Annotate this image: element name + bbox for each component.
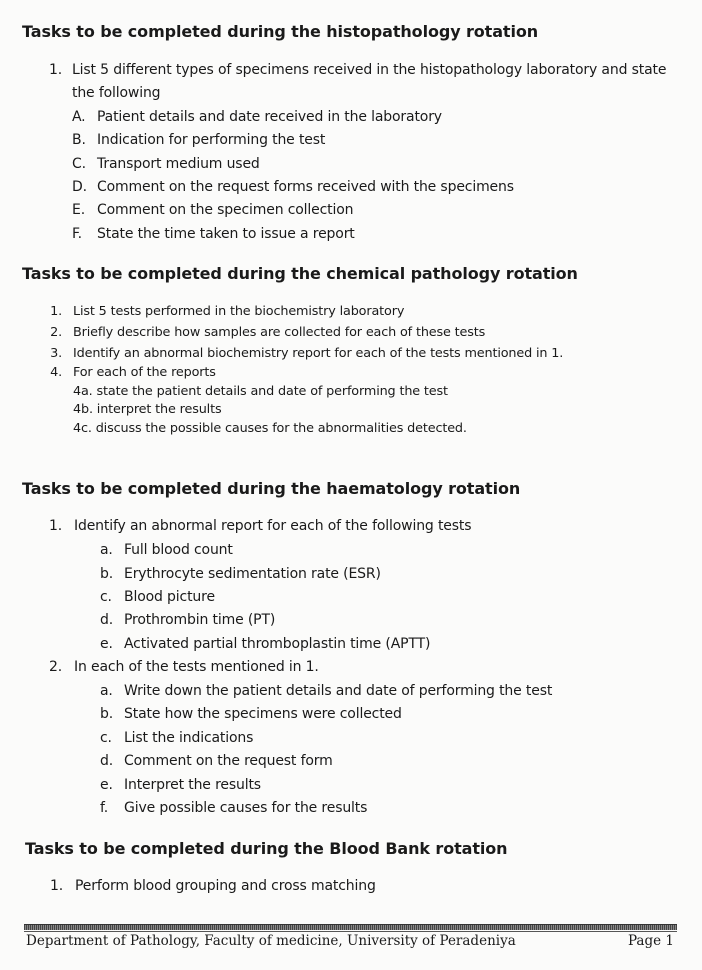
sub-marker: c.	[100, 730, 112, 746]
sub-item: 4a. state the patient details and date of performing the test	[73, 384, 448, 399]
sub-marker: d.	[100, 612, 114, 628]
sub-item: Full blood count	[124, 542, 233, 558]
list-number: 1.	[48, 518, 62, 534]
sub-marker: E.	[72, 202, 85, 218]
chemical-pathology-heading: Tasks to be completed during the chemical pathology rotation	[22, 264, 578, 283]
list-number: 3.	[50, 346, 62, 361]
sub-marker: C.	[72, 156, 86, 172]
haematology-heading: Tasks to be completed during the haematology rotation	[22, 479, 521, 498]
list-item: In each of the tests mentioned in 1.	[74, 659, 319, 675]
list-item: Perform blood grouping and cross matching	[75, 878, 376, 894]
sub-item: Patient details and date received in the laboratory	[97, 109, 442, 125]
sub-item: Erythrocyte sedimentation rate (ESR)	[124, 566, 381, 582]
list-number: 4.	[50, 365, 62, 380]
sub-marker: F.	[72, 226, 82, 242]
sub-item: Indication for performing the test	[97, 132, 326, 148]
list-number: 1.	[48, 62, 62, 78]
sub-marker: A.	[72, 109, 86, 125]
sub-item: Comment on the request forms received with the specimens	[97, 179, 514, 195]
list-number: 2.	[50, 325, 62, 340]
sub-marker: D.	[72, 179, 87, 195]
sub-item: Blood picture	[124, 589, 215, 605]
sub-item: Interpret the results	[124, 777, 261, 793]
sub-item: Transport medium used	[97, 156, 260, 172]
sub-item: Give possible causes for the results	[124, 800, 368, 816]
list-item: For each of the reports	[73, 365, 216, 380]
sub-marker: e.	[100, 636, 113, 652]
list-item: List 5 different types of specimens received in the histopathology laboratory and state	[72, 62, 667, 78]
list-number: 1.	[50, 304, 62, 319]
footer-department: Department of Pathology, Faculty of medicine, University of Peradeniya	[26, 933, 516, 949]
sub-item: 4c. discuss the possible causes for the abnormalities detected.	[73, 421, 467, 436]
list-item: List 5 tests performed in the biochemistry laboratory	[73, 304, 405, 319]
page-number: Page 1	[627, 933, 674, 949]
sub-item: 4b. interpret the results	[73, 402, 222, 417]
sub-item: Activated partial thromboplastin time (APTT)	[124, 636, 431, 652]
sub-item: State how the specimens were collected	[124, 706, 402, 722]
sub-marker: b.	[100, 706, 114, 722]
footer-rule-thin	[24, 931, 677, 932]
list-item: Identify an abnormal report for each of the following tests	[74, 518, 472, 534]
sub-marker: c.	[100, 589, 112, 605]
list-item: Briefly describe how samples are collected for each of these tests	[73, 325, 486, 340]
sub-marker: B.	[72, 132, 86, 148]
list-number: 2.	[48, 659, 62, 675]
histopathology-heading: Tasks to be completed during the histopathology rotation	[22, 22, 539, 41]
list-number: 1.	[49, 878, 63, 894]
sub-marker: a.	[100, 542, 113, 558]
sub-marker: f.	[100, 800, 109, 816]
sub-marker: b.	[100, 566, 114, 582]
sub-item: Comment on the request form	[124, 753, 333, 769]
sub-item: State the time taken to issue a report	[97, 226, 355, 242]
list-item: Identify an abnormal biochemistry report for each of the tests mentioned in 1.	[73, 346, 564, 361]
sub-marker: d.	[100, 753, 114, 769]
sub-marker: a.	[100, 683, 113, 699]
sub-item: Prothrombin time (PT)	[124, 612, 276, 628]
blood-bank-heading: Tasks to be completed during the Blood Bank rotation	[25, 839, 508, 858]
sub-marker: e.	[100, 777, 113, 793]
sub-item: List the indications	[124, 730, 254, 746]
sub-item: Write down the patient details and date of performing the test	[124, 683, 553, 699]
list-item-continuation: the following	[72, 85, 161, 101]
sub-item: Comment on the specimen collection	[97, 202, 354, 218]
footer-rule	[24, 924, 677, 930]
